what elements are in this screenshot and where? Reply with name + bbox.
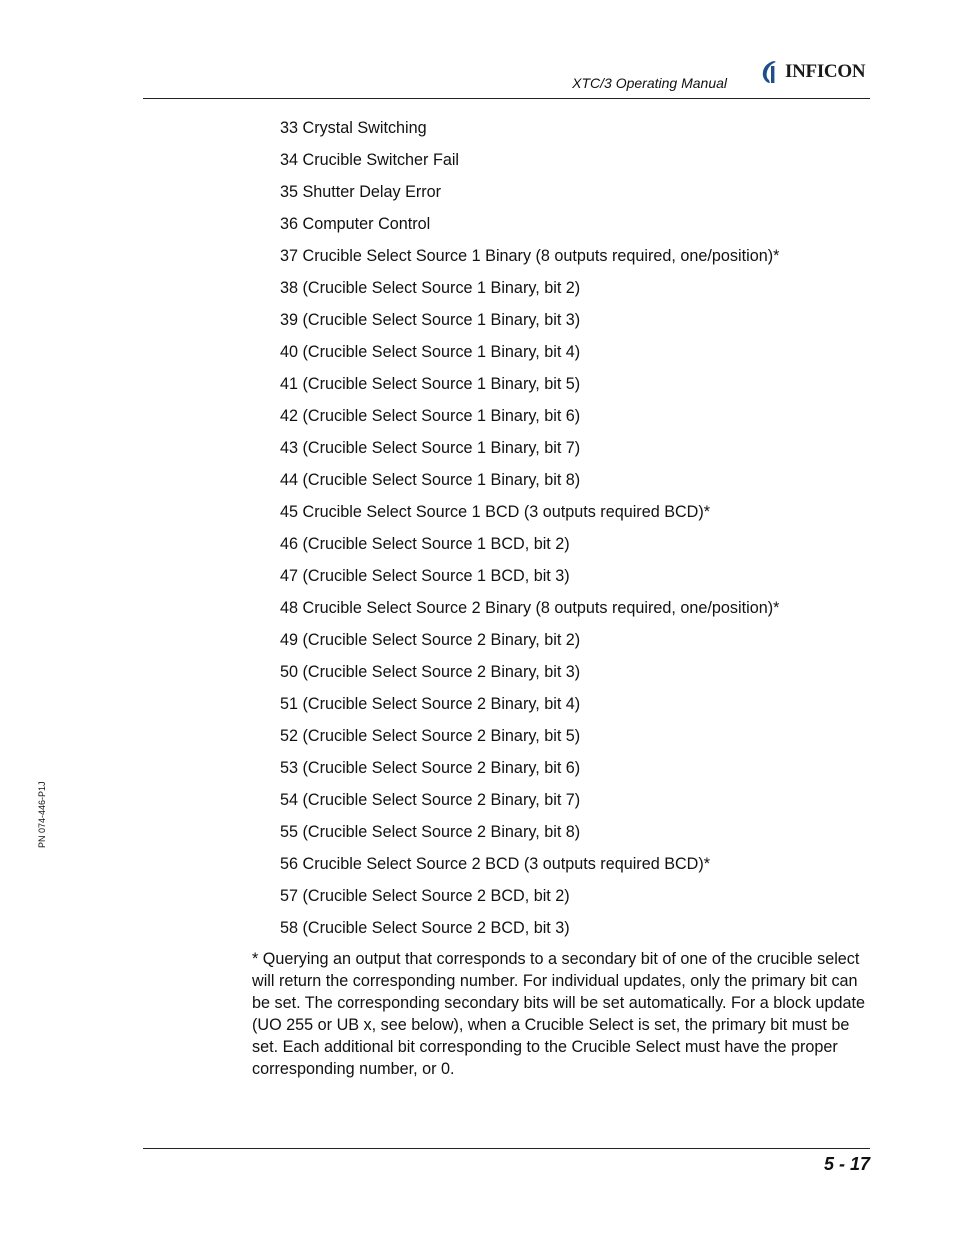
list-item: 35 Shutter Delay Error bbox=[280, 183, 442, 201]
list-item: 38 (Crucible Select Source 1 Binary, bit 2) bbox=[280, 279, 581, 297]
list-item: 34 Crucible Switcher Fail bbox=[280, 151, 460, 169]
list-item: 42 (Crucible Select Source 1 Binary, bit 6) bbox=[280, 407, 581, 425]
inficon-logo-icon bbox=[760, 59, 784, 85]
list-item: 48 Crucible Select Source 2 Binary (8 outputs required, one/position)* bbox=[280, 599, 780, 617]
list-item: 36 Computer Control bbox=[280, 215, 431, 233]
list-item: 41 (Crucible Select Source 1 Binary, bit 5) bbox=[280, 375, 581, 393]
list-item: 33 Crystal Switching bbox=[280, 119, 427, 137]
output-list bbox=[280, 117, 779, 949]
footer-divider bbox=[143, 1148, 870, 1149]
list-item: 46 (Crucible Select Source 1 BCD, bit 2) bbox=[280, 535, 570, 553]
footnote: * Querying an output that corresponds to a secondary bit of one of the crucible select will return the corresponding number. For individual updates, only the primary bit can be set. The corresponding secondary bits will be set automatically. For a block update (UO 255 or UB x, see below), when a Crucible Select is set, the primary bit must be set. Each additional bit corresponding to the Crucible Select must have the proper corresponding number, or 0. bbox=[252, 950, 866, 1078]
inficon-logo bbox=[760, 58, 865, 86]
list-item: 50 (Crucible Select Source 2 Binary, bit 3) bbox=[280, 663, 581, 681]
list-item: 44 (Crucible Select Source 1 Binary, bit 8) bbox=[280, 471, 581, 489]
list-item: 53 (Crucible Select Source 2 Binary, bit 6) bbox=[280, 759, 581, 777]
list-item: 40 (Crucible Select Source 1 Binary, bit 4) bbox=[280, 343, 581, 361]
list-item: 52 (Crucible Select Source 2 Binary, bit 5) bbox=[280, 727, 581, 745]
list-item: 55 (Crucible Select Source 2 Binary, bit 8) bbox=[280, 823, 581, 841]
list-item: 54 (Crucible Select Source 2 Binary, bit 7) bbox=[280, 791, 581, 809]
list-item: 51 (Crucible Select Source 2 Binary, bit 4) bbox=[280, 695, 581, 713]
header-divider bbox=[143, 98, 870, 99]
page-number: 5 - 17 bbox=[823, 1154, 870, 1174]
list-item: 45 Crucible Select Source 1 BCD (3 outputs required BCD)* bbox=[280, 503, 711, 521]
list-item: 47 (Crucible Select Source 1 BCD, bit 3) bbox=[280, 567, 570, 585]
part-number: PN 074-446-P1J bbox=[37, 781, 47, 848]
list-item: 49 (Crucible Select Source 2 Binary, bit 2) bbox=[280, 631, 581, 649]
list-item: 37 Crucible Select Source 1 Binary (8 outputs required, one/position)* bbox=[280, 247, 780, 265]
list-item: 56 Crucible Select Source 2 BCD (3 outputs required BCD)* bbox=[280, 855, 711, 873]
list-item: 57 (Crucible Select Source 2 BCD, bit 2) bbox=[280, 887, 570, 905]
logo-text: INFICON bbox=[785, 61, 866, 82]
list-item: 43 (Crucible Select Source 1 Binary, bit 7) bbox=[280, 439, 581, 457]
list-item: 58 (Crucible Select Source 2 BCD, bit 3) bbox=[280, 919, 570, 937]
list-item: 39 (Crucible Select Source 1 Binary, bit 3) bbox=[280, 311, 581, 329]
manual-title: XTC/3 Operating Manual bbox=[572, 75, 727, 91]
